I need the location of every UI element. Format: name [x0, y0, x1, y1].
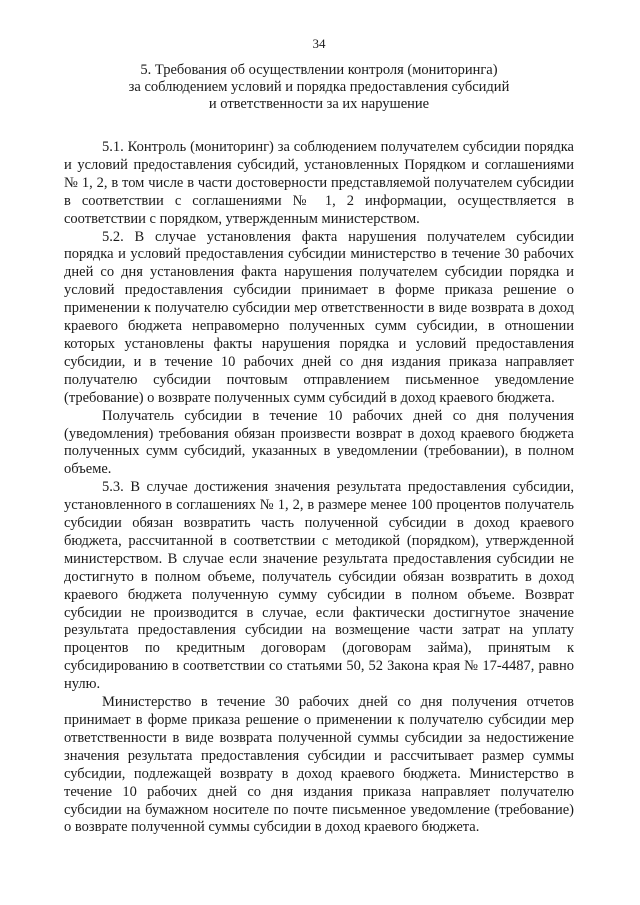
section-heading	[64, 62, 574, 113]
paragraph-5-3: 5.3. В случае достижения значения результата предоставления субсидии, установленного в соглашениях № 1, 2, в размере менее 100 процентов получатель субсидии обязан возвратить часть полученной субсидии в доход краевого бюджета, рассчитанной в соответствии с методикой (порядком), утвержденной министерством. В случае если значение результата предоставления субсидии не достигнуто в полном объеме, получатель субсидии обязан возвратить в доход краевого бюджета полученную сумму субсидии в полном объеме. Возврат субсидии не производится в случае, если фактически достигнутое значение результата предоставления субсидии на возмещение части затрат на уплату процентов по кредитным договорам (договорам займа), принятым к субсидированию в соответствии со статьями 50, 52 Закона края № 17-4487, равно нулю.	[64, 479, 574, 693]
paragraph-5-3-ministry: Министерство в течение 30 рабочих дней со дня получения отчетов принимает в форме приказа решение о применении к получателю субсидии мер ответственности в виде возврата полученной суммы субсидии за недостижение значения результата предоставления субсидии и рассчитывает размер суммы субсидии, подлежащей возврату в доход краевого бюджета. Министерство в течение 10 рабочих дней со дня издания приказа направляет получателю субсидии на бумажном носителе по почте письменное уведомление (требование) о возврате полученной суммы субсидии в доход краевого бюджета.	[64, 694, 574, 836]
section-heading-line-3: и ответственности за их нарушение	[208, 96, 430, 112]
section-heading-line-2: за соблюдением условий и порядка предоставления субсидий	[128, 79, 510, 95]
page-number: 34	[312, 36, 326, 51]
paragraph-5-1: 5.1. Контроль (мониторинг) за соблюдением получателем субсидии порядка и условий предоставления субсидий, установленных Порядком и соглашениями № 1, 2, в том числе в части достоверности представляемой получателем субсидии в соответствии с соглашениями № 1, 2 информации, осуществляется в соответствии с порядком, утвержденным министерством.	[64, 139, 574, 227]
section-heading-line-1: 5. Требования об осуществлении контроля (мониторинга)	[140, 62, 498, 78]
paragraph-5-2: 5.2. В случае установления факта нарушения получателем субсидии порядка и условий предоставления субсидии министерство в течение 30 рабочих дней со дня установления факта нарушения получателем субсидии порядка и условий предоставления субсидии принимает в форме приказа решение о применении к получателю субсидии мер ответственности в виде возврата в доход краевого бюджета неправомерно полученных сумм субсидии, в отношении которых установлены факты нарушения порядка и условий предоставления субсидии, и в течение 10 рабочих дней со дня издания приказа направляет получателю субсидии почтовым отправлением письменное уведомление (требование) о возврате полученных сумм субсидий в доход краевого бюджета.	[64, 228, 574, 406]
document-body	[64, 139, 574, 837]
paragraph-5-2-refund: Получатель субсидии в течение 10 рабочих дней со дня получения (уведомления) требования обязан произвести возврат в доход краевого бюджета полученных сумм субсидий, указанных в уведомлении (требовании), в полном объеме.	[64, 407, 574, 478]
